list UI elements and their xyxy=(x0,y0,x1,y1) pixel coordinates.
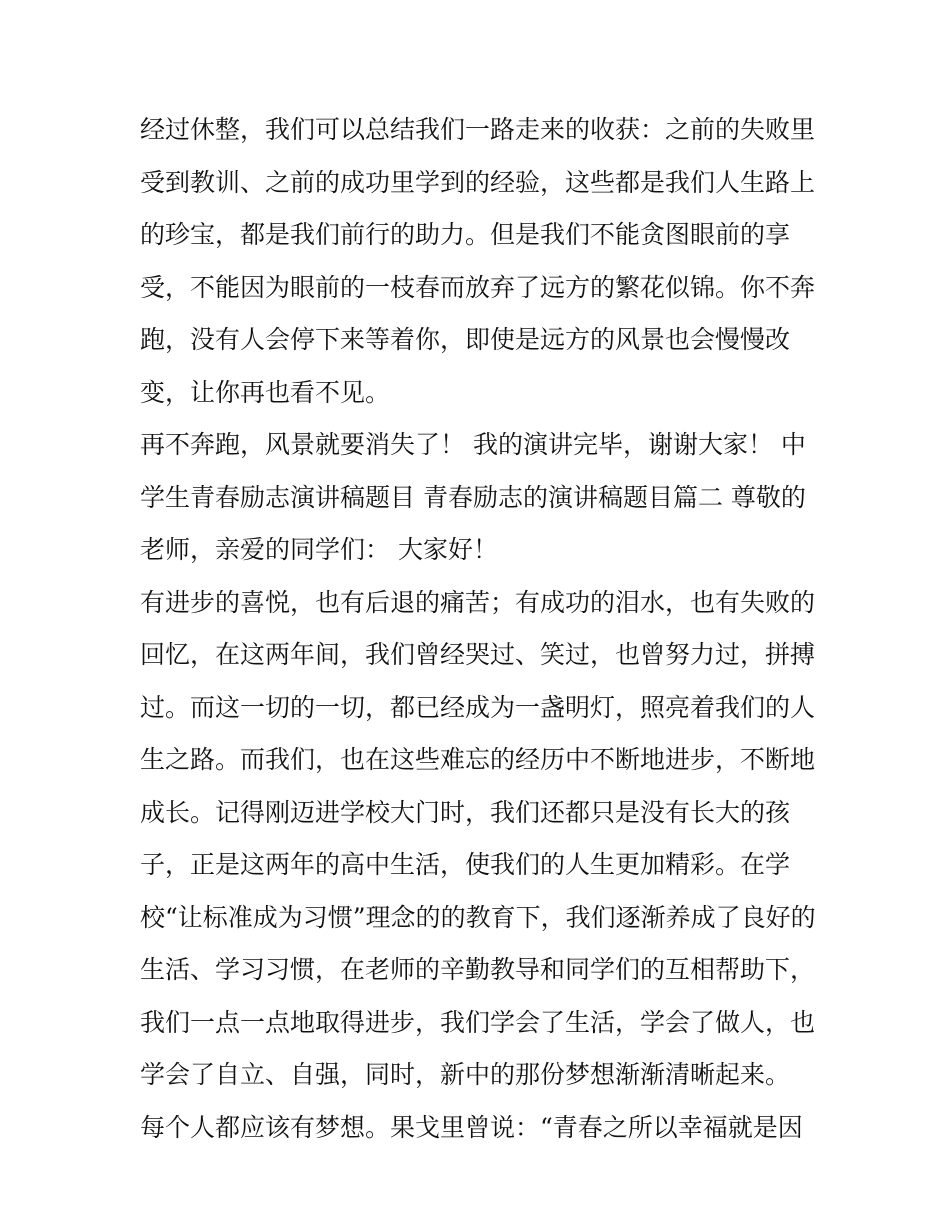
text-line: 生之路。而我们，也在这些难忘的经历中不断地进步，不断地 xyxy=(140,745,816,774)
text-line: 回忆，在这两年间，我们曾经哭过、笑过，也曾努力过，拼搏 xyxy=(140,640,816,669)
text-line: 跑，没有人会停下来等着你，即使是远方的风景也会慢慢改 xyxy=(140,325,791,354)
text-line: 子，正是这两年的高中生活，使我们的人生更加精彩。在学 xyxy=(140,850,791,879)
text-line: 受，不能因为眼前的一枝春而放弃了远方的繁花似锦。你不奔 xyxy=(140,272,816,302)
text-line: 再不奔跑，风景就要消失了！ 我的演讲完毕，谢谢大家！ 中 xyxy=(140,430,806,459)
text-line: 老师，亲爱的同学们： 大家好！ xyxy=(140,535,498,564)
text-line: 成长。记得刚迈进学校大门时，我们还都只是没有长大的孩 xyxy=(140,797,791,827)
text-line: 学会了自立、自强，同时，新中的那份梦想渐渐清晰起来。 xyxy=(140,1060,791,1089)
text-line: 学生青春励志演讲稿题目 青春励志的演讲稿题目篇二 尊敬的 xyxy=(140,482,806,512)
text-line: 经过休整，我们可以总结我们一路走来的收获：之前的失败里 xyxy=(140,115,816,144)
text-line: 受到教训、之前的成功里学到的经验，这些都是我们人生路上 xyxy=(140,167,816,197)
text-line: 变，让你再也看不见。 xyxy=(140,377,391,407)
text-line: 过。而这一切的一切，都已经成为一盏明灯，照亮着我们的人 xyxy=(140,692,816,722)
text-line: 我们一点一点地取得进步，我们学会了生活，学会了做人，也 xyxy=(140,1007,816,1037)
text-line: 校“让标准成为习惯”理念的的教育下，我们逐渐养成了良好的 xyxy=(140,902,816,932)
text-line: 有进步的喜悦，也有后退的痛苦；有成功的泪水，也有失败的 xyxy=(140,587,816,617)
text-line: 生活、学习习惯，在老师的辛勤教导和同学们的互相帮助下， xyxy=(140,955,816,984)
text-line: 的珍宝，都是我们前行的助力。但是我们不能贪图眼前的享 xyxy=(140,220,791,249)
document-body xyxy=(140,104,830,1154)
text-line: 每个人都应该有梦想。果戈里曾说：“青春之所以幸福就是因 xyxy=(140,1112,803,1142)
